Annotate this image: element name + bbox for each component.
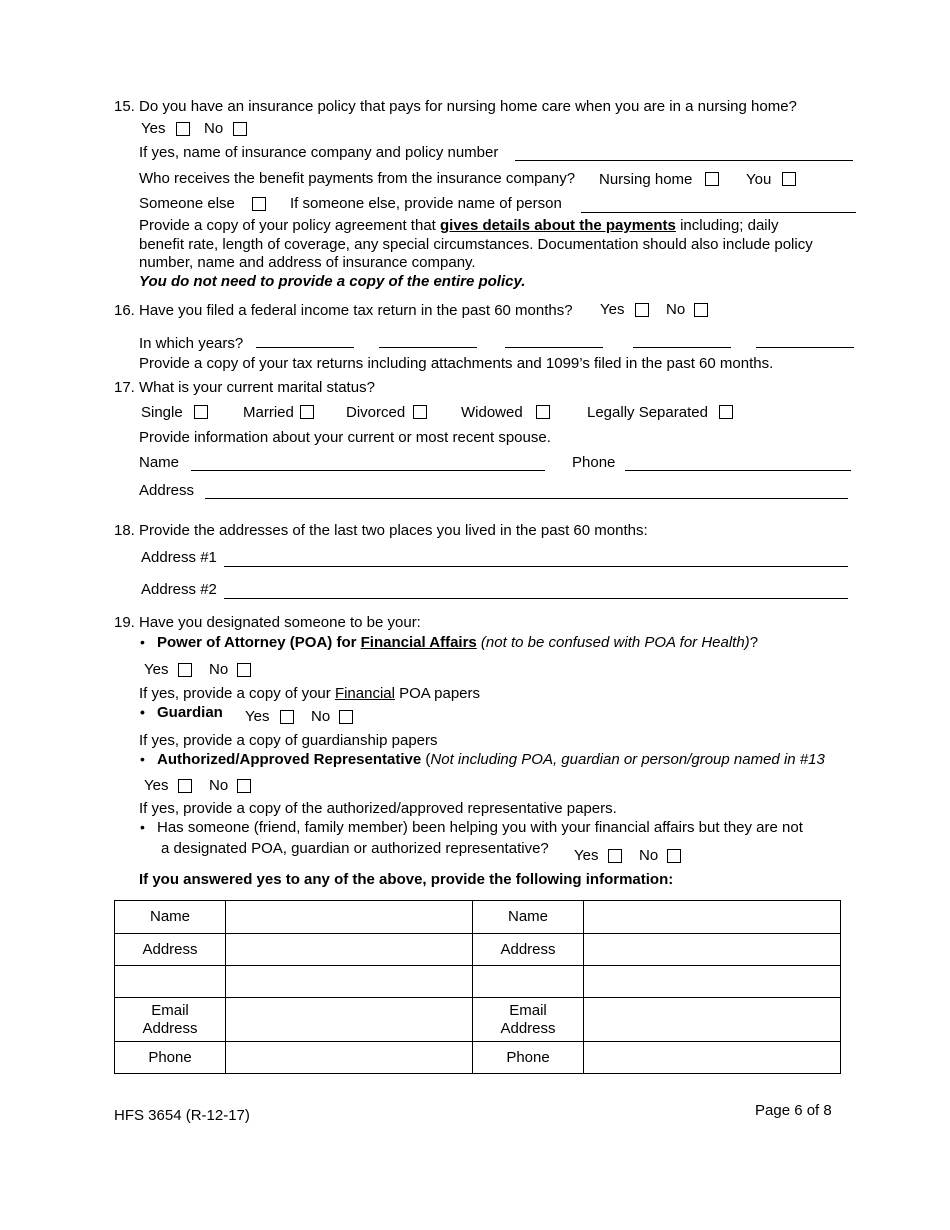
q17-question: What is your current marital status?	[139, 379, 375, 396]
q16-yes-label: Yes	[600, 301, 625, 318]
q16-year-field-4[interactable]	[633, 347, 731, 348]
q17-widowed-label: Widowed	[461, 404, 523, 421]
q19-guardian-no-label: No	[311, 708, 331, 725]
table-row	[115, 998, 841, 1042]
q17-name-field[interactable]	[191, 470, 545, 471]
phone-input-cell-1[interactable]	[226, 1042, 473, 1074]
q19-auth-note: Not including POA, guardian or person/group named in #13	[430, 751, 825, 768]
table-row	[115, 1042, 841, 1074]
q19-guardian-yes-checkbox[interactable]	[280, 710, 294, 724]
q15-yes-checkbox[interactable]	[176, 122, 190, 136]
q17-married-checkbox[interactable]	[300, 405, 314, 419]
name-label-cell-2: Name	[473, 901, 584, 934]
q19-poa-financial: Financial Affairs	[360, 634, 477, 651]
q17-single-label: Single	[141, 404, 183, 421]
q15-note: You do not need to provide a copy of the entire policy.	[139, 273, 526, 290]
q15-provide-line3: number, name and address of insurance company.	[139, 254, 476, 271]
blank-label-cell-1	[115, 966, 226, 998]
q19-guardian-copy: If yes, provide a copy of guardianship papers	[139, 732, 438, 749]
q15-provide-line1	[139, 217, 778, 234]
q19-answered-yes: If you answered yes to any of the above, provide the following information:	[139, 871, 674, 888]
q18-address1-field[interactable]	[224, 566, 848, 567]
address-line2-input-cell-2[interactable]	[584, 966, 841, 998]
q19-poa-bold: Power of Attorney (POA) for	[157, 634, 361, 651]
q19-auth-bold: Authorized/Approved Representative	[157, 751, 422, 768]
q15-yes-label: Yes	[141, 120, 166, 137]
q17-spouse-info: Provide information about your current or most recent spouse.	[139, 429, 551, 446]
q17-name-label: Name	[139, 454, 180, 471]
q18-question: Provide the addresses of the last two places you lived in the past 60 months:	[139, 522, 648, 539]
q19-helper-line2: a designated POA, guardian or authorized representative?	[161, 840, 549, 857]
email-input-cell-1[interactable]	[226, 998, 473, 1042]
q19-poa-copy-pre: If yes, provide a copy of your	[139, 685, 335, 702]
q15-someone-else-checkbox[interactable]	[252, 197, 266, 211]
phone-input-cell-2[interactable]	[584, 1042, 841, 1074]
q19-question: Have you designated someone to be your:	[139, 614, 421, 631]
address-input-cell-1[interactable]	[226, 934, 473, 966]
email-label-1: Email	[151, 1001, 189, 1019]
q19-poa-copy-post: POA papers	[394, 685, 481, 702]
q19-poa-no-label: No	[209, 661, 229, 678]
table-row	[115, 901, 841, 934]
email-input-cell-2[interactable]	[584, 998, 841, 1042]
q16-year-field-2[interactable]	[379, 347, 477, 348]
q18-address2-field[interactable]	[224, 598, 848, 599]
q15-provide-line2: benefit rate, length of coverage, any special circumstances. Documentation should also include policy	[139, 236, 813, 253]
q15-someone-else-label: Someone else	[139, 195, 235, 212]
q16-years-label: In which years?	[139, 335, 244, 352]
name-input-cell-1[interactable]	[226, 901, 473, 934]
q19-guardian-label: • Guardian	[157, 704, 223, 721]
q16-number: 16.	[114, 302, 135, 319]
q16-year-field-1[interactable]	[256, 347, 354, 348]
q19-helper-no-label: No	[639, 847, 659, 864]
q17-number: 17.	[114, 379, 135, 396]
q19-guardian-no-checkbox[interactable]	[339, 710, 353, 724]
q19-auth-yes-label: Yes	[144, 777, 169, 794]
blank-label-cell-2	[473, 966, 584, 998]
q19-poa-qmark: ?	[749, 634, 759, 651]
q17-legally-separated-checkbox[interactable]	[719, 405, 733, 419]
q15-no-label: No	[204, 120, 224, 137]
phone-label-cell-2: Phone	[473, 1042, 584, 1074]
q19-auth-no-label: No	[209, 777, 229, 794]
q15-someone-else-name-field[interactable]	[581, 212, 856, 213]
q19-poa-note: (not to be confused with POA for Health)	[476, 634, 750, 651]
q19-poa-copy	[139, 685, 480, 702]
address-label-cell-1: Address	[115, 934, 226, 966]
q19-auth-item	[157, 751, 825, 768]
q17-phone-field[interactable]	[625, 470, 851, 471]
q16-year-field-5[interactable]	[756, 347, 854, 348]
table-row	[115, 966, 841, 998]
q15-you-label: You	[746, 171, 772, 188]
representative-table	[114, 900, 841, 1074]
q19-helper-yes-checkbox[interactable]	[608, 849, 622, 863]
email-address-label-2: Address	[500, 1019, 556, 1037]
q17-legally-separated-label: Legally Separated	[587, 404, 708, 421]
q17-address-field[interactable]	[205, 498, 848, 499]
q18-address1-label: Address #1	[141, 549, 217, 566]
q16-yes-checkbox[interactable]	[635, 303, 649, 317]
q15-who-receives: Who receives the benefit payments from the insurance company?	[139, 170, 576, 187]
table-row	[115, 934, 841, 966]
form-id: HFS 3654 (R-12-17)	[114, 1107, 250, 1124]
q16-provide: Provide a copy of your tax returns including attachments and 1099’s filed in the past 60 months.	[139, 355, 774, 372]
q19-auth-yes-checkbox[interactable]	[178, 779, 192, 793]
email-label-cell-2	[473, 998, 584, 1042]
q15-provide-post: including; daily	[675, 217, 779, 234]
email-label-2: Email	[509, 1001, 547, 1019]
q17-phone-label: Phone	[572, 454, 616, 471]
name-label-cell-1: Name	[115, 901, 226, 934]
q16-year-field-3[interactable]	[505, 347, 603, 348]
q19-guardian-yes-label: Yes	[245, 708, 270, 725]
email-label-cell-1	[115, 998, 226, 1042]
q19-poa-no-checkbox[interactable]	[237, 663, 251, 677]
q16-no-label: No	[666, 301, 686, 318]
q18-number: 18.	[114, 522, 135, 539]
page-number: Page 6 of 8	[755, 1102, 832, 1119]
q15-provide-pre: Provide a copy of your policy agreement that	[139, 217, 440, 234]
q15-company-label: If yes, name of insurance company and policy number	[139, 144, 499, 161]
name-input-cell-2[interactable]	[584, 901, 841, 934]
q19-helper-no-checkbox[interactable]	[667, 849, 681, 863]
q15-number: 15.	[114, 98, 135, 115]
q19-poa-yes-checkbox[interactable]	[178, 663, 192, 677]
address-input-cell-2[interactable]	[584, 934, 841, 966]
q17-widowed-checkbox[interactable]	[536, 405, 550, 419]
q15-nursing-home-checkbox[interactable]	[705, 172, 719, 186]
phone-label-cell-1: Phone	[115, 1042, 226, 1074]
q16-no-checkbox[interactable]	[694, 303, 708, 317]
q15-provide-bold: gives details about the payments	[440, 217, 676, 234]
q15-company-field[interactable]	[515, 160, 853, 161]
q15-you-checkbox[interactable]	[782, 172, 796, 186]
q17-address-label: Address	[139, 482, 195, 499]
q19-poa-yes-label: Yes	[144, 661, 169, 678]
email-address-label-1: Address	[142, 1019, 198, 1037]
q19-number: 19.	[114, 614, 135, 631]
q19-poa-item	[157, 634, 758, 651]
q15-nursing-home-label: Nursing home	[599, 171, 693, 188]
q19-helper-yes-label: Yes	[574, 847, 599, 864]
q17-divorced-checkbox[interactable]	[413, 405, 427, 419]
q18-address2-label: Address #2	[141, 581, 217, 598]
q17-divorced-label: Divorced	[346, 404, 406, 421]
q17-married-label: Married	[243, 404, 294, 421]
q17-single-checkbox[interactable]	[194, 405, 208, 419]
q19-helper-line1: • Has someone (friend, family member) been helping you with your financial affairs but they are not	[157, 819, 803, 836]
q16-question: Have you filed a federal income tax return in the past 60 months?	[139, 302, 573, 319]
q15-no-checkbox[interactable]	[233, 122, 247, 136]
address-label-cell-2: Address	[473, 934, 584, 966]
q15-question: Do you have an insurance policy that pays for nursing home care when you are in a nursing home?	[139, 98, 797, 115]
q19-auth-no-checkbox[interactable]	[237, 779, 251, 793]
address-line2-input-cell-1[interactable]	[226, 966, 473, 998]
q19-auth-copy: If yes, provide a copy of the authorized/approved representative papers.	[139, 800, 617, 817]
q19-poa-copy-financial: Financial	[334, 685, 395, 702]
q15-someone-else-name-label: If someone else, provide name of person	[290, 195, 562, 212]
q19-auth-paren: (	[421, 751, 431, 768]
